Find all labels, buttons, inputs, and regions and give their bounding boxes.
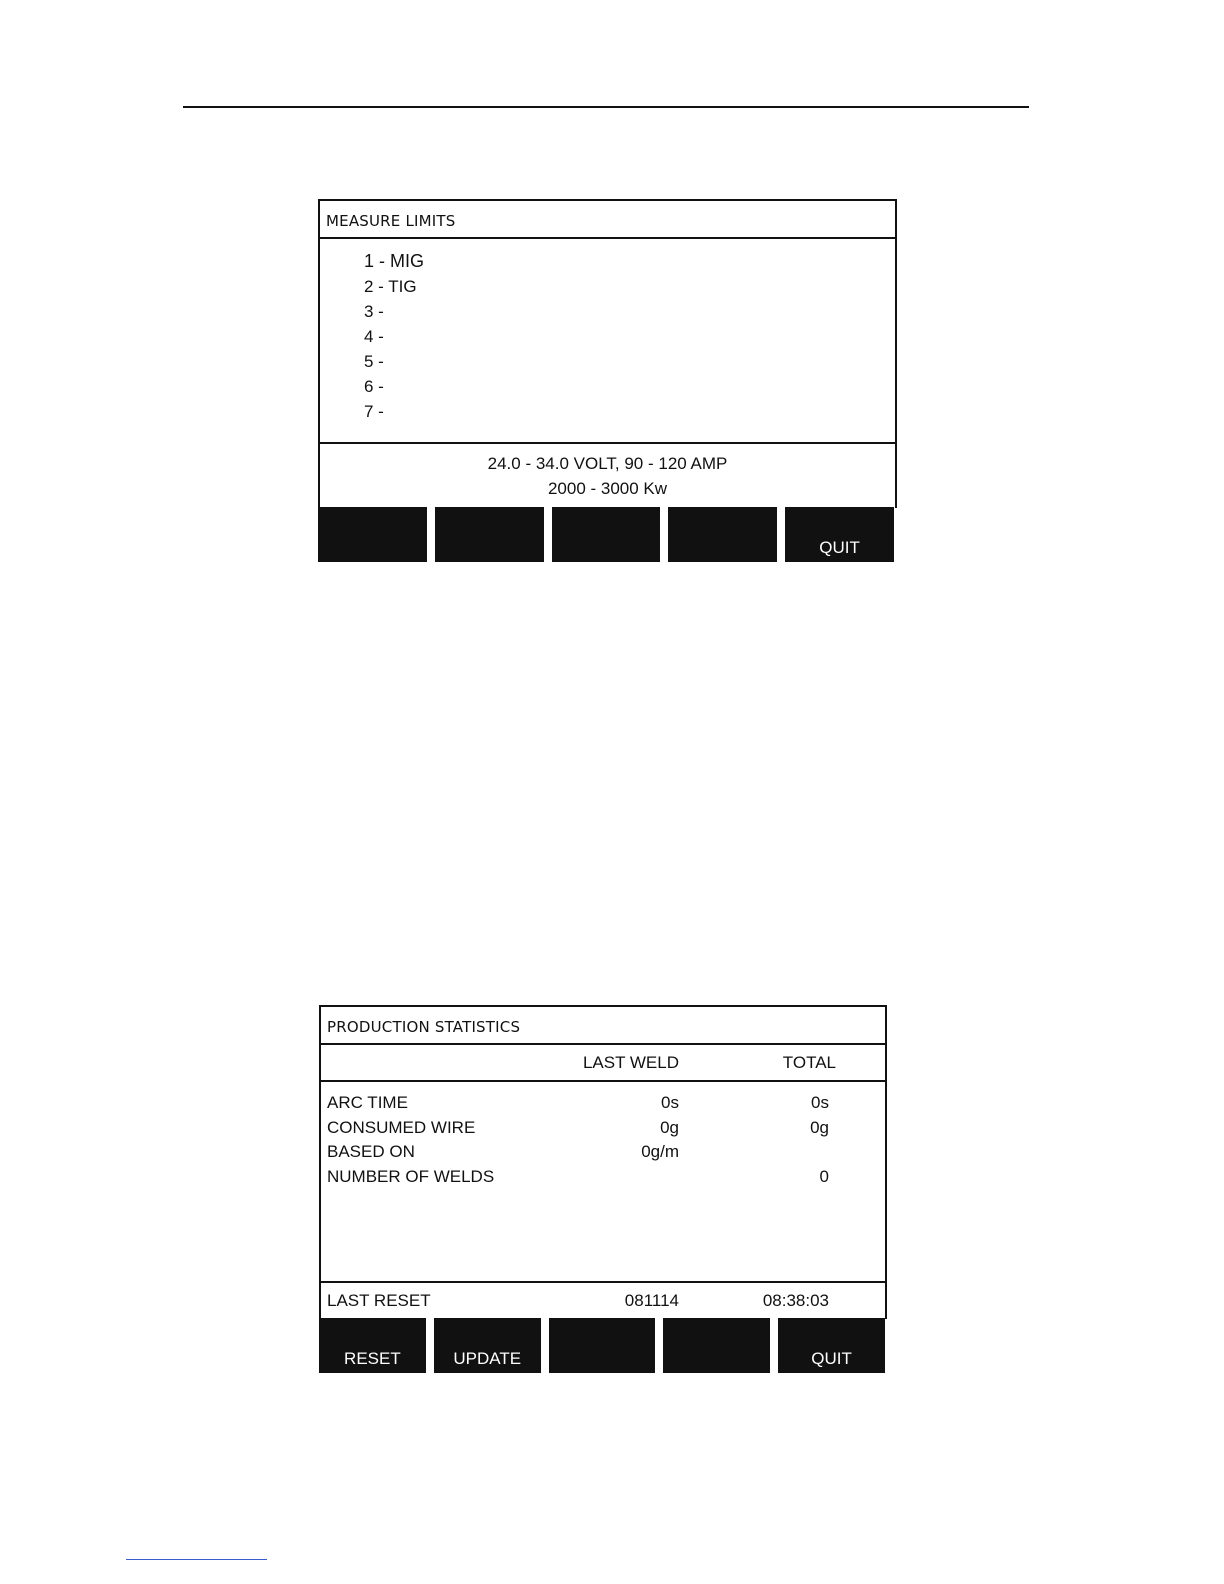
- method-item-6[interactable]: 6 -: [364, 377, 384, 396]
- method-item-4[interactable]: 4 -: [364, 327, 384, 346]
- measure-limits-title-bar: [320, 201, 895, 239]
- arc-time-row: [321, 1091, 885, 1116]
- stat-last-value: 0g: [660, 1117, 679, 1137]
- method-item-3[interactable]: 3 -: [364, 302, 384, 321]
- number-of-welds-row: [321, 1165, 885, 1190]
- quit-button-label: QUIT: [819, 538, 860, 557]
- production-statistics-screen: [319, 1005, 887, 1319]
- softkey-4[interactable]: [663, 1318, 778, 1373]
- method-item-7[interactable]: 7 -: [364, 402, 384, 421]
- softkey-1[interactable]: [318, 507, 435, 562]
- stat-total-value: 0: [819, 1166, 829, 1186]
- statistics-rows: [321, 1091, 885, 1189]
- stat-last-value: 0s: [661, 1093, 679, 1112]
- stat-label: BASED ON: [327, 1142, 415, 1161]
- statistics-header-row: [321, 1045, 885, 1082]
- based-on-row: [321, 1140, 885, 1165]
- method-item-1[interactable]: 1 - MIG: [364, 251, 425, 271]
- measure-limits-softkey-bar: [318, 507, 894, 562]
- consumed-wire-row: [321, 1116, 885, 1141]
- footnote-rule: [126, 1559, 267, 1560]
- last-reset-time: 08:38:03: [762, 1291, 829, 1310]
- stat-last-value: 0g/m: [641, 1142, 679, 1161]
- softkey-3[interactable]: [552, 507, 669, 562]
- power-limits: 2000 - 3000 Kw: [547, 479, 668, 498]
- quit-button[interactable]: [778, 1318, 885, 1373]
- page-header-rule: [183, 106, 1029, 108]
- stat-label: NUMBER OF WELDS: [327, 1166, 495, 1186]
- stat-label: CONSUMED WIRE: [327, 1117, 476, 1137]
- softkey-2[interactable]: [435, 507, 552, 562]
- production-statistics-softkey-bar: [319, 1318, 885, 1373]
- last-weld-column-header: LAST WELD: [582, 1053, 679, 1072]
- volt-amp-limits: 24.0 - 34.0 VOLT, 90 - 120 AMP: [487, 454, 728, 473]
- softkey-4[interactable]: [668, 507, 785, 562]
- measure-limits-title: MEASURE LIMITS: [326, 212, 456, 230]
- reset-button[interactable]: [319, 1318, 434, 1373]
- quit-button-label: QUIT: [811, 1349, 852, 1368]
- reset-button-label: RESET: [344, 1349, 401, 1368]
- total-column-header: TOTAL: [782, 1053, 836, 1072]
- last-reset-label: LAST RESET: [327, 1291, 431, 1310]
- stat-label: ARC TIME: [327, 1093, 408, 1112]
- method-item-5[interactable]: 5 -: [364, 352, 384, 371]
- measure-limits-screen: [318, 199, 897, 508]
- method-item-2[interactable]: 2 - TIG: [364, 277, 417, 296]
- stat-total-value: 0g: [810, 1117, 829, 1137]
- last-reset-date: 081114: [624, 1291, 679, 1310]
- softkey-3[interactable]: [549, 1318, 664, 1373]
- production-statistics-title-bar: [321, 1007, 885, 1045]
- stat-total-value: 0s: [811, 1093, 829, 1112]
- last-reset-row: [321, 1291, 885, 1315]
- update-button[interactable]: [434, 1318, 549, 1373]
- quit-button[interactable]: [785, 507, 894, 562]
- reset-divider: [321, 1281, 885, 1283]
- limits-divider: [320, 442, 895, 444]
- production-statistics-title: PRODUCTION STATISTICS: [327, 1018, 521, 1036]
- update-button-label: UPDATE: [453, 1349, 522, 1368]
- method-list: [364, 249, 424, 424]
